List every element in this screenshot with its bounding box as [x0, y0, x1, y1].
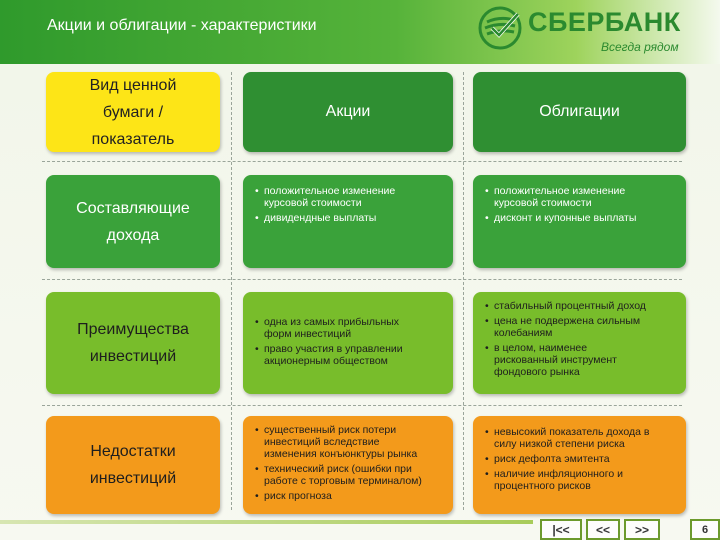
bullet-list — [485, 300, 678, 378]
page-title: Акции и облигации - характеристики — [47, 17, 317, 34]
sberbank-logo — [478, 4, 710, 60]
row-header-income-label: Составляющие дохода — [76, 199, 190, 244]
bullet-item: • цена не подвержена сильным колебаниям — [485, 315, 678, 339]
sberbank-logo-icon — [478, 6, 522, 50]
footer-strip — [0, 520, 533, 524]
cell-income-stocks — [243, 175, 453, 268]
bullet-item: • стабильный процентный доход — [485, 300, 678, 312]
row-divider — [42, 161, 682, 162]
corner-header-label: Вид ценной бумаги / показатель — [89, 76, 177, 148]
column-header-bonds — [473, 72, 686, 152]
row-divider — [42, 279, 682, 280]
bullet-list — [255, 185, 445, 224]
logo-text: СБЕРБАНК — [528, 7, 681, 37]
bullet-item: • в целом, наименее рискованный инструмент фондового рынка — [485, 342, 678, 378]
next-slide-button[interactable]: >> — [624, 519, 660, 540]
column-header-stocks-label: Акции — [325, 103, 371, 120]
row-header-advantages — [46, 292, 220, 394]
row-header-disadvantages — [46, 416, 220, 514]
row-divider — [42, 405, 682, 406]
page-number: 6 — [690, 519, 720, 540]
cell-advantages-stocks — [243, 292, 453, 394]
bullet-item: • технический риск (ошибки при работе с торговым терминалом) — [255, 463, 445, 487]
corner-header-cell — [46, 72, 220, 152]
row-header-advantages-label: Преимущества инвестиций — [77, 321, 189, 365]
cell-disadvantages-bonds — [473, 416, 686, 514]
bullet-item: • риск дефолта эмитента — [485, 453, 678, 465]
column-divider — [231, 72, 232, 510]
first-slide-button[interactable]: |<< — [540, 519, 582, 540]
bullet-item: • дивидендные выплаты — [255, 212, 445, 224]
column-header-bonds-label: Облигации — [539, 103, 620, 120]
bullet-item: • одна из самых прибыльных форм инвестиций — [255, 316, 445, 340]
previous-slide-button[interactable]: << — [586, 519, 620, 540]
header-bar — [0, 0, 720, 64]
bullet-item: • положительное изменение курсовой стоимости — [485, 185, 678, 209]
row-header-income — [46, 175, 220, 268]
footer-nav — [0, 516, 720, 540]
bullet-item: • существенный риск потери инвестиций вследствие изменения конъюнктуры рынка — [255, 424, 445, 460]
bullet-list — [485, 185, 678, 224]
cell-disadvantages-stocks — [243, 416, 453, 514]
bullet-item: • право участия в управлении акционерным обществом — [255, 343, 445, 367]
bullet-item: • положительное изменение курсовой стоимости — [255, 185, 445, 209]
cell-advantages-bonds — [473, 292, 686, 394]
row-header-disadvantages-label: Недостатки инвестиций — [89, 443, 177, 487]
cell-income-bonds — [473, 175, 686, 268]
column-header-stocks — [243, 72, 453, 152]
bullet-item: • невысокий показатель дохода в силу низкой степени риска — [485, 426, 678, 450]
logo-slogan: Всегда рядом — [601, 40, 679, 54]
bullet-item: • риск прогноза — [255, 490, 445, 502]
bullet-list — [485, 426, 678, 492]
bullet-list — [255, 316, 445, 367]
bullet-item: • дисконт и купонные выплаты — [485, 212, 678, 224]
bullet-list — [255, 424, 445, 502]
bullet-item: • наличие инфляционного и процентного рисков — [485, 468, 678, 492]
column-divider — [463, 72, 464, 510]
